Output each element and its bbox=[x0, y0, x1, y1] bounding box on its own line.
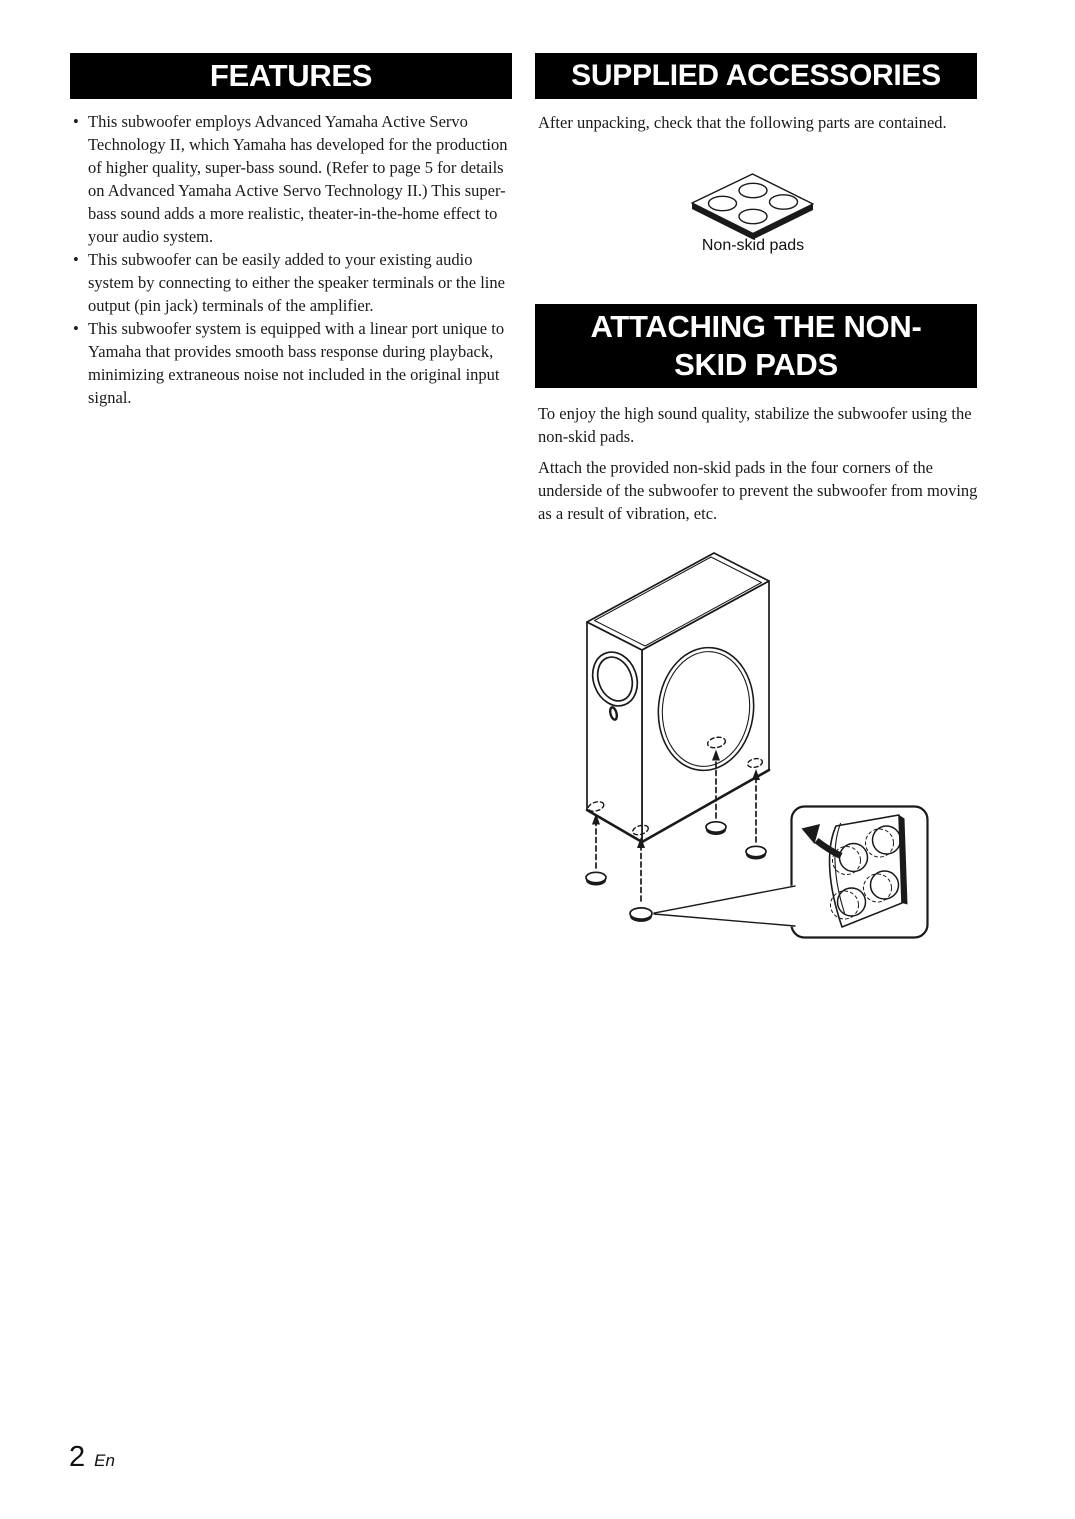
supplied-accessories-section-header bbox=[535, 53, 977, 99]
attaching-title-line1: ATTACHING THE NON- bbox=[590, 309, 922, 344]
non-skid-pads-drawing bbox=[640, 165, 870, 245]
page-number: 2 bbox=[69, 1441, 86, 1473]
features-section-header bbox=[70, 53, 512, 99]
subwoofer-box bbox=[587, 553, 769, 842]
pad bbox=[630, 908, 652, 922]
page-language: En bbox=[94, 1451, 115, 1470]
attaching-pads-section-header bbox=[535, 304, 977, 388]
attaching-title-line2: SKID PADS bbox=[674, 347, 838, 382]
attaching-pads-paragraph-2: Attach the provided non-skid pads in the four corners of the underside of the subwoofer to prevent the subwoofer from moving as a result of vibration, etc. bbox=[538, 458, 978, 523]
subwoofer-pad-attachment-diagram bbox=[570, 540, 945, 950]
features-title: FEATURES bbox=[209, 58, 373, 93]
feature-bullet-2: • This subwoofer can be easily added to your existing audio system by connecting to either the speaker terminals or the line output (pin jack) terminals of the amplifier. bbox=[70, 248, 514, 317]
features-bullet-list bbox=[70, 110, 514, 409]
subwoofer-front-face bbox=[587, 622, 642, 842]
subwoofer-diagram-drawing bbox=[570, 540, 945, 950]
page-footer bbox=[69, 1442, 115, 1472]
pad bbox=[746, 846, 766, 859]
feature-bullet-3: • This subwoofer system is equipped with a linear port unique to Yamaha that provides smooth bass response during playback, minimizing extraneous noise not included in the original input signal. bbox=[70, 317, 514, 409]
callout-wedge bbox=[653, 885, 795, 927]
pad bbox=[586, 872, 606, 885]
inset-panel bbox=[653, 807, 928, 938]
non-skid-pads-caption: Non-skid pads bbox=[701, 237, 805, 254]
non-skid-pads-illustration bbox=[640, 165, 870, 245]
supplied-accessories-title: SUPPLIED ACCESSORIES bbox=[571, 59, 941, 92]
supplied-accessories-intro: After unpacking, check that the following parts are contained. bbox=[538, 113, 947, 132]
pad bbox=[706, 822, 726, 835]
attaching-pads-paragraph-1: To enjoy the high sound quality, stabilize the subwoofer using the non-skid pads. bbox=[538, 404, 972, 446]
feature-bullet-1: • This subwoofer employs Advanced Yamaha Active Servo Technology II, which Yamaha has developed for the production of higher quality, super-bass sound. (Refer to page 5 for details on Advanced Yamaha Active Servo Technology II.) This super-bass sound adds a more realistic, theater-in-the-home effect to your audio system. bbox=[70, 110, 514, 248]
